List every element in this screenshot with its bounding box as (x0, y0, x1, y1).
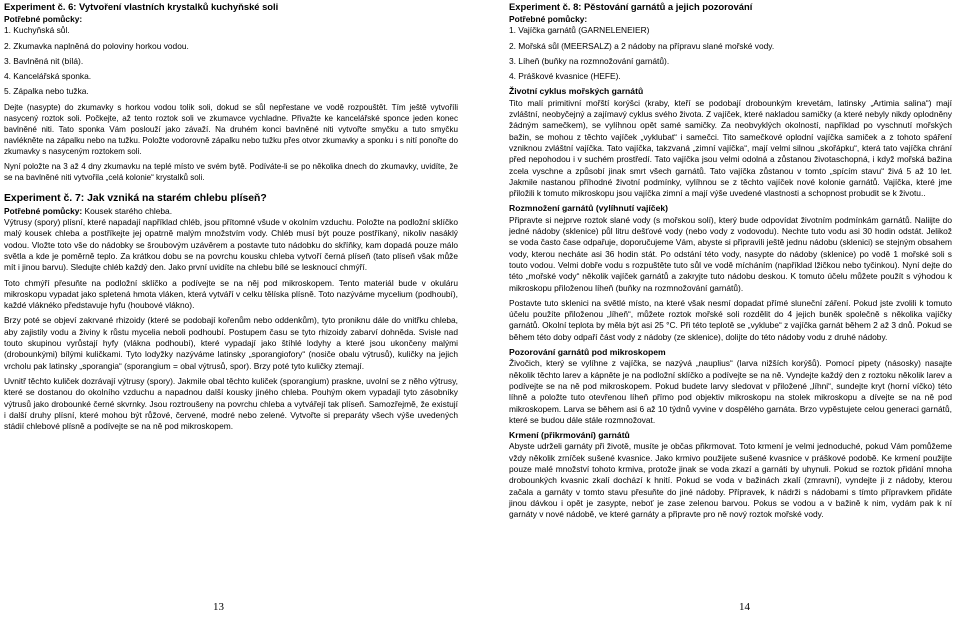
exp7-paragraph-2: Toto chmýří přesuňte na podložní sklíčko a podívejte se na něj pod mikroskopem. Tento materiál bude v okuláru mikroskopu vypadat jako spletená hmota vláken, která vytváří v celku tělíska plísně. Toto nazýváme mycelium (podhoubí), každé vláknéko představuje hyfu (houbové vlákno). (4, 277, 458, 311)
exp6-paragraph-1: Dejte (nasypte) do zkumavky s horkou vodou tolik soli, dokud se sůl nepřestane ve vodě rozpouštět. Tím ještě vytvoříli nasycený roztok soli. Počkejte, až tento roztok soli ve zkumavce vychladne. Přivažte ke kancelářské sponce jeden konec bavlněné niti. Tato sponka Vám poslouží jako závaží. Na druhém konci bavlněné niti vytvořte smyčku a tuto smyčku navlékněte na zápalku nebo na tužku. Položte vodorovně zápalku nebo tužku přes otvor zkumavky a sponku i s nití ponořte do zkumavky s nasyceným roztokem soli. (4, 102, 458, 156)
exp6-item-1: 1. Kuchyňská sůl. (4, 25, 70, 36)
life-cycle-heading: Životní cyklus mořských garnátů (509, 86, 644, 97)
feeding-heading: Krmení (přikrmování) garnátů (509, 430, 630, 441)
exp6-paragraph-2: Nyní položte na 3 až 4 dny zkumavku na teplé místo ve svém bytě. Podíváte-li se po několika dnech do zkumavky, uvidíte, že se na bavlněné niti vytvořila „celá kolonie“ krystalků soli. (4, 161, 458, 182)
exp8-item-1: 1. Vajíčka garnátů (GARNELENEIER) (509, 25, 650, 36)
page-number-left: 13 (213, 601, 224, 613)
exp6-item-2: 2. Zkumavka naplněná do poloviny horkou vodou. (4, 40, 189, 51)
feeding-paragraph: Abyste udrželi garnáty při životě, musíte je občas přikrmovat. Toto krmení je velmi jednoduché, pokud Vám pomůžeme vždy několik zrníček sušené kvasnice. Jako krmivo použijete sušené kvasnice v práškové podobě. Ke krmení použijte pouze malé množství tohoto krmiva, protože jinak se voda zkazí a garnáti by uhynuli. Pokud se roztok přidání mnoha drobounkých kvasnic zkalí dochází k hnití. Pokud se voda v bažinách zkalí (zmravní), vyndejte ji z nádoby, kterou začala a garnáty v tomto stavu přesuňte do jiné nádoby. Přípravek, k nádrži s nádobami s tímto přípravkem přidáte jinou dávkou i opět je zasypte, neboť je zase zelenou barvou. Pokus se vodou a v bažině k nim, vydám pak k ní garnáty v nové nádobě, ve které garnáty a připravte pro ně nový roztok mořské vody. (509, 441, 952, 520)
exp7-paragraph-3: Brzy poté se objeví zakrvané rhizoidy (které se podobají kořenům nebo oddenkům), tyto proniknu dále do vnitřku chleba, aby zajistily vodu a živiny k růstu mycelia neboli podhoubí. Postupem času se tyto rhizoidy zabarví dohněda. Svisle nad touto skupinou vyrůstají hyfy (vlákna podhoubí), které vypadají jako štíhlé lodyhy a které jsou ukončeny malými (drobounkými) bílými kuličkami. Tyto lodyžky nazýváme latinsky „sporangiofory“ (nosiče obalu výtrusů), kuličky na jejich vrcholu pak latinsky „sporangia“ (sporangium = obal výtrusů, spor). Brzy poté tyto kuličky ztemají. (4, 315, 458, 371)
observe-heading: Pozorování garnátů pod mikroskopem (509, 347, 666, 358)
exp8-title: Experiment č. 8: Pěstování garnátů a jejich pozorování (509, 1, 753, 12)
right-page (480, 0, 960, 620)
page-number-right: 14 (739, 601, 750, 613)
exp8-item-2: 2. Mořská sůl (MEERSALZ) a 2 nádoby na přípravu slané mořské vody. (509, 40, 775, 51)
breeding-paragraph-2: Postavte tuto sklenici na světlé místo, na které však nesmí dopadat přímé sluneční záření. Pokud jste zvolili k tomuto účelu použíte přiloženou „líheň“, můžete roztok mořské soli rozdělit do 4 jejich buněk společně s několika vajíčky garnátů. Okolní teplota by měla být asi 25 °C. Při této teplotě se „vyklube“ z vajíčka garnát během 2 až 3 dnů. Pokud se během této doby odpaří část vody z nádoby (ze sklenice), dolijte do této nádoby vodu z druhé nádoby. (509, 297, 952, 342)
exp7-materials-label: Potřebné pomůcky: (4, 205, 83, 216)
exp7-paragraph-4: Uvnitř těchto kuliček dozrávají výtrusy (spory). Jakmile obal těchto kuliček (sporangium) praskne, uvolní se z něho výtrusy, které se dostanou do okolního vzduchu a napadnou další kousky jiného chleba. Pouhým okem vypadají tyto zásobníky výtrusů jako drobounké černé skvrnky. Jsou roztroušeny na povrchu chleba a vytvářejí tak plíseň. Samozřejmě, že existují i další druhy plísní, které mohou být růžové, červené, modré nebo zelené. Vytvořte si preparáty všech výše uvedených stádií chlebové plísně a podívejte se na ně pod mikroskopem. (4, 375, 458, 432)
exp6-item-5: 5. Zápalka nebo tužka. (4, 86, 89, 97)
exp8-item-3: 3. Líheň (buňky na rozmnožování garnátů). (509, 55, 670, 66)
breeding-heading: Rozmnožení garnátů (vylíhnutí vajíček) (509, 203, 669, 214)
breeding-paragraph-1: Připravte si nejprve roztok slané vody (s mořskou solí), který bude odpovídat životním podmínkám garnátů. Naliijte do jedné nádoby (sklenice) půl litru dešťové vody (nebo vody z vodovodu). Nechte tuto vodu asi 30 hodin odstát. Jelikož se voda často čase odpařuje, doporučujeme Vám, abyste si připravili ještě jednu nádobu (sklenici) se stejným obsahem vody, kterou necháte asi 36 hodin stát. Po odstání této vody, nasypte do nádoby (sklenice) po vodě 1 mořské soli s touto vodou. Velmi dobře vodu s rozpuštěte tuto sůl ve vodě mícháním (například lžičkou nebo tyčinkou). Nyní dejte do této „mořské vody“ několik vajíček garnátů a zakryjte tuto nádobu deskou. K tomuto účelu můžete použít s výhodou k mikroskopu přiloženou líheň (buňky na rozmnožování garnátů). (509, 214, 952, 293)
exp7-title: Experiment č. 7: Jak vzniká na starém chlebu plíseň? (4, 192, 267, 204)
exp6-title: Experiment č. 6: Vytvoření vlastních krystalků kuchyňské soli (4, 1, 279, 12)
exp6-item-3: 3. Bavlněná nit (bílá). (4, 55, 84, 66)
exp7-paragraph-1: Výtrusy (spory) plísní, které napadají například chléb, jsou přítomné všude v okolním vzduchu. Položte na podložní sklíčko malý kousek chleba a postříkejte jej opatrně malým množstvím vody. Chléb musí být pouze postříkaný, nikoliv nasáklý vodou. Vložte toto vše do nádobky se šroubovým uzávěrem a postavte tuto nádobku do skříňky, kam dopadá pouze málo světla a kde je poměrně teplo. Za krátkou dobu se na povrchu kousku chleba vytvoří černá plíseň (tato plíseň však může mít i jinou barvu). Sledujte chléb každý den. Jako první uvidíte na chlebu bílé se lesknoucí chmýří. (4, 217, 458, 273)
exp7-materials-value: Kousek starého chleba. (82, 205, 173, 216)
exp6-materials-label: Potřebné pomůcky: (4, 14, 83, 24)
exp8-item-4: 4. Práškové kvasnice (HEFE). (509, 71, 621, 82)
life-cycle-paragraph: Tito malí primitivní mořští korýšci (kraby, kteří se podobají drobounkým krevetám, latinsky „Artimia salina“) mají zvláštní, neobyčejný a zajímavý cyklus svého života. Z vajíček, které nakladou samičky (a které nebyly nikdy oplodněny žádným samečkem), se vylíhnou opět samé samičky. Za neobvyklých okolností, například po vyschnutí mořských bažin, se mohou z těchto vajíček „vyklubat“ i samečci. Tito samečkové oplodní vajíčka samiček a z tohoto spáření vzniknou zvláštní vajíčka. Tato vajíčka, takzvaná „zimní vajíčka“, mají velmi silnou „skořápku“, která tato vajíčka chrání před nepohodou i v suchém prostředí. Tato vajíčka jsou velmi odolná a zůstanou životaschopná, i když mořská bažina zcela vyschne a způsobí jinak smrt všech garnátů. Tato vajíčka zůstanou v tomto „spícím stavu“ živá 5 až 10 let. Jakmile nastanou příhodné životní podmínky, vylíhnou se z těchto vajíček nové kolonie garnátů. Vajíčka, které jme přiložili k tomuto mikroskopu jsou vajíčka zimní a mají výše uvedené vlastnosti a schopnost probudit se k životu.. (509, 97, 952, 199)
observe-paragraph: Živočich, který se vylíhne z vajíčka, se nazývá „nauplius“ (larva nižších korýšů). Pomocí pipety (násosky) nasajte několik těchto larev a kápněte je na podložní sklíčko a podívejte se na ně. Vyndejte každý den z roztoku několik larev a podívejte se na ně pod mikroskopem. Pokud budete larvy sledovat v přiložené „líhni“, sundejte kryt (horní víčko) této líhně a položte tuto otevřenou líheň přímo pod objektiv mikroskopu na stolek mikroskopu a dívejte se na ně pod mikroskopem. Larva se během asi 6 až 10 týdnů vyvine v dospělého garnáta. Brzo vypěstujete celou generaci garnátů, které se budou dále stále rozmnožovat. (509, 358, 952, 425)
exp7-materials (4, 206, 458, 217)
exp6-item-4: 4. Kancelářská sponka. (4, 71, 92, 82)
exp8-materials-label: Potřebné pomůcky: (509, 14, 588, 24)
